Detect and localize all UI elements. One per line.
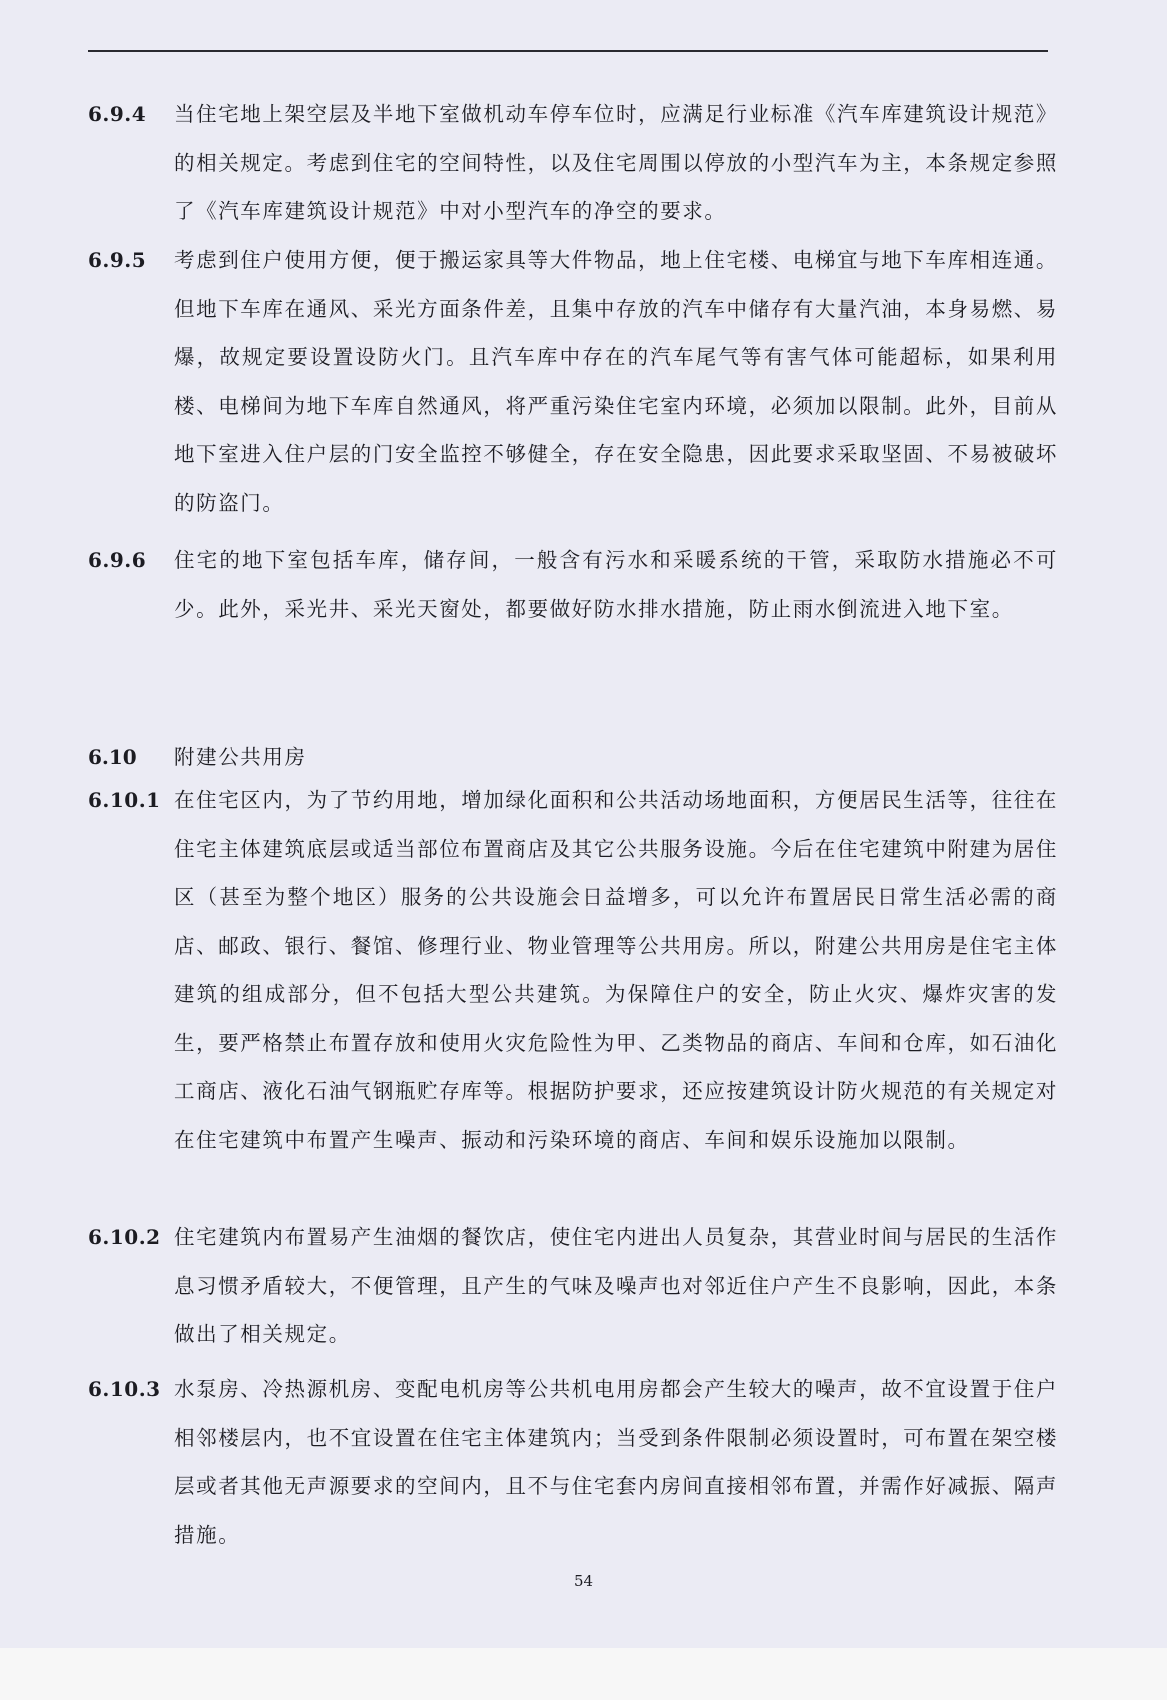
clause-text: 水泵房、冷热源机房、变配电机房等公共机电用房都会产生较大的噪声，故不宜设置于住户相邻楼层内，也不宜设置在住宅主体建筑内；当受到条件限制必须设置时，可布置在架空楼层或者其他无声源要求的空间内，且不与住宅套内房间直接相邻布置，并需作好减振、隔声措施。	[174, 1377, 1058, 1547]
clause-text: 考虑到住户使用方便，便于搬运家具等大件物品，地上住宅楼、电梯宜与地下车库相连通。但地下车库在通风、采光方面条件差，且集中存放的汽车中储存有大量汽油，本身易燃、易爆，故规定要设置设防火门。且汽车库中存在的汽车尾气等有害气体可能超标，如果利用楼、电梯间为地下车库自然通风，将严重污染住宅室内环境，必须加以限制。此外，目前从地下室进入住户层的门安全监控不够健全，存在安全隐患，因此要求采取坚固、不易被破坏的防盗门。	[174, 248, 1058, 515]
clause-6-10-1	[88, 776, 1058, 1164]
clause-6-10-3	[88, 1365, 1058, 1559]
clause-number: 6.10.1	[88, 788, 161, 812]
clause-text: 在住宅区内，为了节约用地，增加绿化面积和公共活动场地面积，方便居民生活等，往往在住宅主体建筑底层或适当部位布置商店及其它公共服务设施。今后在住宅建筑中附建为居住区（甚至为整个地区）服务的公共设施会日益增多，可以允许布置居民日常生活必需的商店、邮政、银行、餐馆、修理行业、物业管理等公共用房。所以，附建公共用房是住宅主体建筑的组成部分，但不包括大型公共建筑。为保障住户的安全，防止火灾、爆炸灾害的发生，要严格禁止布置存放和使用火灾危险性为甲、乙类物品的商店、车间和仓库，如石油化工商店、液化石油气钢瓶贮存库等。根据防护要求，还应按建筑设计防火规范的有关规定对在住宅建筑中布置产生噪声、振动和污染环境的商店、车间和娱乐设施加以限制。	[174, 788, 1058, 1152]
clause-6-9-5	[88, 236, 1058, 527]
clause-text: 当住宅地上架空层及半地下室做机动车停车位时，应满足行业标准《汽车库建筑设计规范》的相关规定。考虑到住宅的空间特性，以及住宅周围以停放的小型汽车为主，本条规定参照了《汽车库建筑设计规范》中对小型汽车的净空的要求。	[174, 102, 1058, 223]
clause-number: 6.9.4	[88, 102, 147, 126]
clause-number: 6.9.5	[88, 248, 147, 272]
scan-margin	[0, 1648, 1167, 1700]
page-number: 54	[573, 1572, 594, 1590]
clause-6-10-2	[88, 1213, 1058, 1359]
header-rule	[88, 50, 1048, 52]
clause-text: 住宅的地下室包括车库，储存间，一般含有污水和采暖系统的干管，采取防水措施必不可少。此外，采光井、采光天窗处，都要做好防水排水措施，防止雨水倒流进入地下室。	[174, 548, 1058, 621]
clause-number: 6.9.6	[88, 548, 147, 572]
clause-number: 6.10.2	[88, 1225, 161, 1249]
clause-text: 住宅建筑内布置易产生油烟的餐饮店，使住宅内进出人员复杂，其营业时间与居民的生活作息习惯矛盾较大，不便管理，且产生的气味及噪声也对邻近住户产生不良影响，因此，本条做出了相关规定。	[174, 1225, 1058, 1346]
clause-6-9-6	[88, 536, 1058, 633]
clause-6-9-4	[88, 90, 1058, 236]
clause-number: 6.10.3	[88, 1377, 161, 1401]
section-number: 6.10	[88, 745, 137, 769]
section-title: 附建公共用房	[174, 745, 307, 769]
